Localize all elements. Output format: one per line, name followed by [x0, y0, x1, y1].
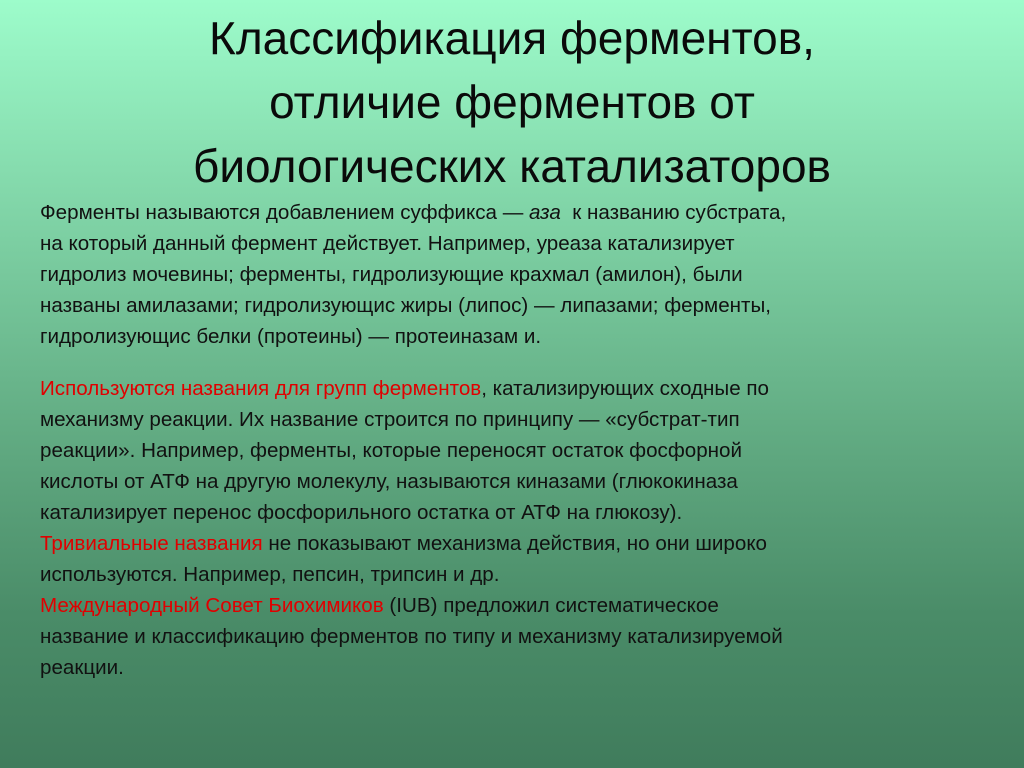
slide-title	[40, 6, 984, 198]
text-fragment: Ферменты называются добавлением суффикса —	[40, 201, 530, 224]
paragraph2-line-9: название и классификацию ферментов по типу и механизму катализируемой	[40, 625, 783, 648]
highlight-group-names: Используются названия для групп ферментов	[40, 377, 482, 400]
paragraph2-line-2: механизму реакции. Их название строится по принципу — «субстрат-тип	[40, 408, 740, 431]
title-line-3: биологических катализаторов	[193, 140, 831, 192]
paragraph1-line-4: названы амилазами; гидролизующис жиры (липос) — липазами; ферменты,	[40, 294, 771, 317]
text-fragment: (IUB) предложил систематическое	[383, 594, 719, 617]
paragraph1-line-5: гидролизующис белки (протеины) — протеиназам и.	[40, 325, 542, 348]
title-line-2: отличие ферментов от	[269, 76, 755, 128]
highlight-iub: Международный Совет Биохимиков	[40, 594, 384, 617]
paragraph2-line-10: реакции.	[40, 656, 124, 679]
text-fragment: к названию субстрата,	[560, 201, 787, 224]
title-line-1: Классификация ферментов,	[209, 12, 815, 64]
paragraph2-line-1	[40, 373, 990, 404]
paragraph2-line-6	[40, 528, 990, 559]
paragraph2-line-7: используются. Например, пепсин, трипсин и др.	[40, 563, 500, 586]
paragraph2-line-5: катализирует перенос фосфорильного остатка от АТФ на глюкозу).	[40, 501, 683, 524]
text-fragment: не показывают механизма действия, но они широко	[262, 532, 768, 555]
suffix-aza: аза	[529, 201, 561, 224]
text-fragment: , катализирующих сходные по	[481, 377, 770, 400]
highlight-trivial-names: Тривиальные названия	[40, 532, 263, 555]
paragraph-group-names	[40, 373, 990, 683]
paragraph2-line-3: реакции». Например, ферменты, которые переносят остаток фосфорной	[40, 439, 742, 462]
paragraph2-line-8	[40, 590, 990, 621]
paragraph1-line-3: гидролиз мочевины; ферменты, гидролизующие крахмал (амилон), были	[40, 263, 743, 286]
paragraph-naming-by-substrate	[40, 197, 990, 352]
paragraph1-line-2: на который данный фермент действует. Например, уреаза катализирует	[40, 232, 735, 255]
paragraph2-line-4: кислоты от АТФ на другую молекулу, называются киназами (глюкокиназа	[40, 470, 738, 493]
paragraph1-line-1	[40, 197, 990, 228]
